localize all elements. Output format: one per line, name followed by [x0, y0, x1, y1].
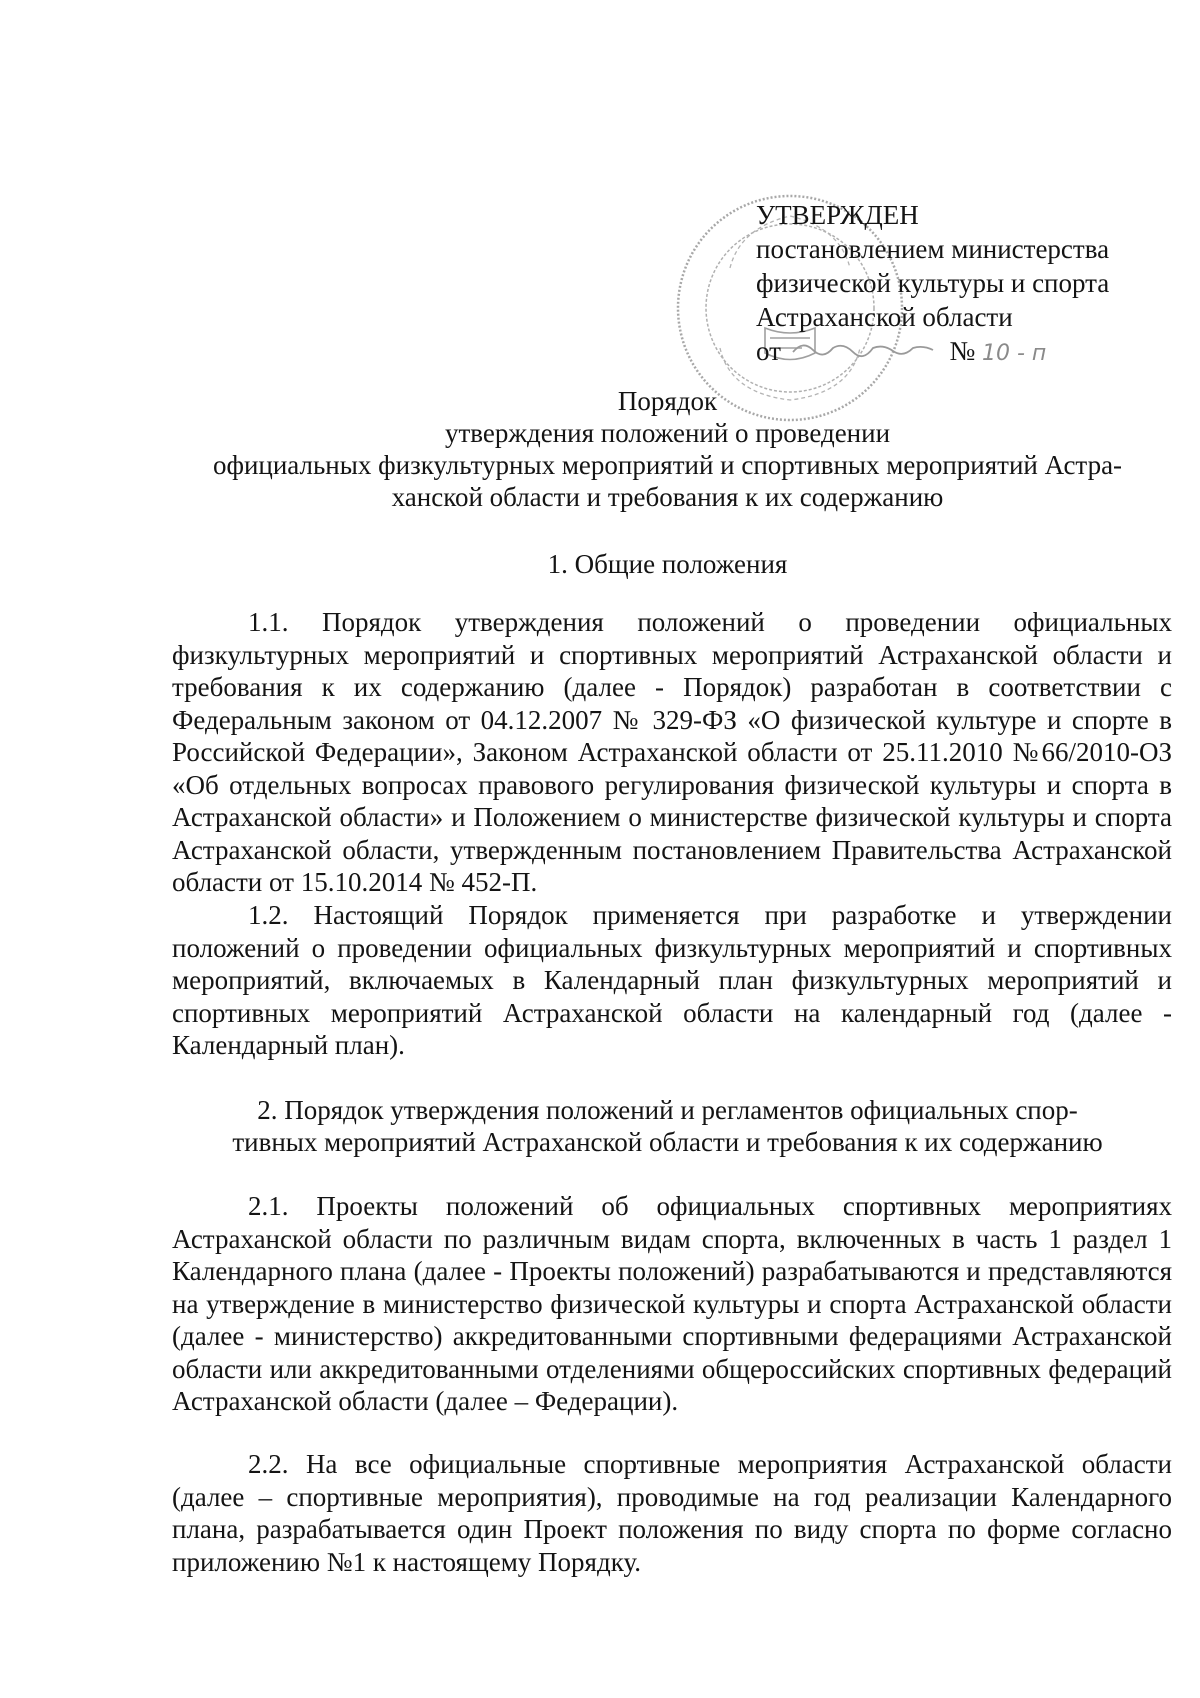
- number-handwritten: 10 - п: [981, 341, 1047, 366]
- paragraph-1-1: 1.1. Порядок утверждения положений о проведении официальных физкультурных мероприятий и спортивных мероприятий Астраханской области и требования к их содержанию (далее - Порядок) разработан в соответствии с Федеральным законом от 04.12.2007 № 329-ФЗ «О физической культуре и спорте в Российской Федерации», Законом Астраханской области от 25.11.2010 №66/2010-ОЗ «Об отдельных вопросах правового регулирования физической культуры и спорта в Астраханской области» и Положением о министерстве физической культуры и спорта Астраханской области, утвержденным постановлением Правительства Астраханской области от 15.10.2014 № 452-П.: [172, 607, 1172, 897]
- paragraph-2-2: 2.2. На все официальные спортивные мероприятия Астраханской области (далее – спортивные мероприятия), проводимые на год реализации Календарного плана, разрабатывается один Проект положения по виду спорта по форме согласно приложению №1 к настоящему Порядку.: [172, 1449, 1172, 1577]
- section-2-heading-line-1: 2. Порядок утверждения положений и регламентов официальных спор-: [257, 1095, 1078, 1125]
- approval-line-2: физической культуры и спорта: [756, 268, 1110, 298]
- document-title: [160, 385, 1175, 513]
- date-handwritten-signature: [788, 334, 943, 368]
- approval-date-line: [756, 334, 1109, 371]
- approval-line-1: постановлением министерства: [756, 234, 1110, 264]
- title-line-4: ханской области и требования к их содержанию: [391, 482, 944, 512]
- section-2-heading-line-2: тивных мероприятий Астраханской области и требования к их содержанию: [232, 1127, 1103, 1157]
- title-line-1: Порядок: [617, 386, 718, 416]
- title-line-2: утверждения положений о проведении: [444, 418, 891, 448]
- approval-line-3: Астраханской области: [756, 302, 1013, 332]
- section-1-heading: 1. Общие положения: [547, 549, 788, 579]
- approval-heading: УТВЕРЖДЕН: [756, 200, 919, 230]
- section-2-heading: [160, 1094, 1175, 1158]
- paragraph-2-1: 2.1. Проекты положений об официальных спортивных мероприятиях Астраханской области по различным видам спорта, включенных в часть 1 раздел 1 Календарного плана (далее - Проекты положений) разрабатываются и представляются на утверждение в министерство физической культуры и спорта Астраханской области (далее - министерство) аккредитованными спортивными федерациями Астраханской области или аккредитованными отделениями общероссийских спортивных федераций Астраханской области (далее – Федерации).: [172, 1191, 1172, 1416]
- date-from-label: от: [756, 336, 781, 366]
- title-line-3: официальных физкультурных мероприятий и спортивных мероприятий Астра-: [212, 450, 1123, 480]
- number-label: №: [949, 336, 976, 366]
- paragraph-1-2: 1.2. Настоящий Порядок применяется при разработке и утверждении положений о проведении официальных физкультурных мероприятий и спортивных мероприятий, включаемых в Календарный план физкультурных мероприятий и спортивных мероприятий Астраханской области на календарный год (далее - Календарный план).: [172, 900, 1172, 1060]
- approval-block: [756, 198, 1109, 371]
- handwritten-date-scribble: [788, 336, 938, 360]
